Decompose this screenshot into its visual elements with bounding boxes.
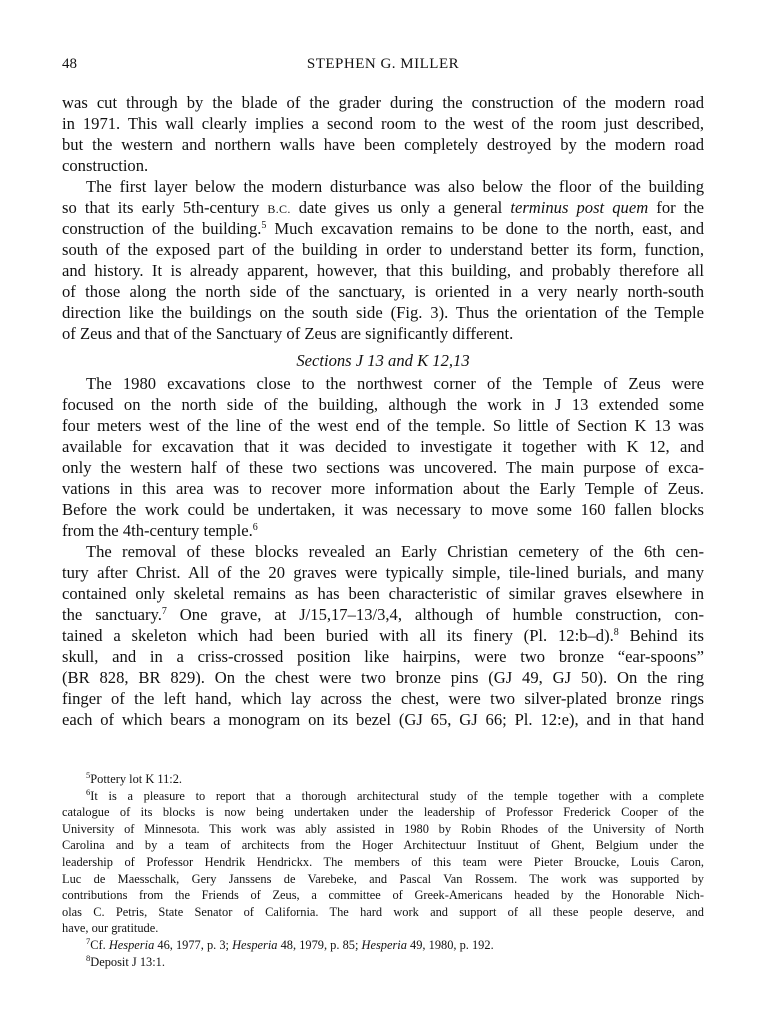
text-line: and history. It is already apparent, however, that this building, and probably therefore all: [62, 261, 704, 280]
footnote-6: [62, 788, 704, 805]
page-number: 48: [62, 56, 77, 72]
text-line: Before the work could be undertaken, it was necessary to move some 160 fallen blocks: [62, 500, 704, 519]
footnote-mark: 6: [86, 786, 91, 797]
footnote-ref[interactable]: 6: [252, 522, 258, 533]
footnote-line: olas C. Petris, State Senator of California. The hard work and support of all these people deserve, and: [62, 904, 704, 919]
text-line: four meters west of the line of the west end of the temple. So little of Section K 13 was: [62, 416, 704, 435]
paragraph-4: [62, 541, 704, 730]
footnote-7: [62, 937, 704, 954]
running-head: STEPHEN G. MILLER: [306, 56, 460, 72]
journal-title: Hesperia: [361, 937, 407, 952]
footnote-ref[interactable]: 7: [161, 606, 167, 617]
footnote-text: Cf.: [90, 937, 109, 952]
footnote-mark: 8: [86, 952, 91, 963]
section-heading: Sections J 13 and K 12,13: [296, 351, 470, 370]
text-line: (BR 828, BR 829). On the chest were two bronze pins (GJ 49, GJ 50). On the ring: [62, 668, 704, 687]
page-header: [62, 56, 704, 78]
text-run: date gives us only a general: [290, 198, 511, 217]
text-line: finger of the left hand, which lay across the chest, were two silver-plated bronze rings: [62, 689, 704, 708]
footnote-text: 48, 1979, p. 85;: [277, 937, 362, 952]
text-line: [62, 625, 704, 646]
footnote-ref[interactable]: 8: [613, 627, 619, 638]
footnote-line: Carolina and by a team of architects from the Hoger Architectuur Instituut of Ghent, Belgium under the: [62, 838, 704, 853]
text-line: of those along the north side of the sanctuary, is oriented in a very nearly north-south: [62, 282, 704, 301]
text-line: [62, 520, 704, 541]
text-line: south of the exposed part of the building in order to understand better its form, function,: [62, 240, 704, 259]
footnote-mark: 5: [86, 770, 91, 780]
text-run: from the 4th-century temple.: [62, 521, 253, 540]
text-line: only the western half of these two sections was uncovered. The main purpose of exca-: [62, 458, 704, 477]
footnote-mark: 7: [86, 935, 91, 946]
footnote-8: [62, 954, 704, 971]
text-line: [62, 604, 704, 625]
text-line: skull, and in a criss-crossed position like hairpins, were two bronze “ear-spoons”: [62, 647, 704, 666]
text-line: The first layer below the modern disturbance was also below the floor of the building: [86, 177, 704, 196]
text-line: in 1971. This wall clearly implies a second room to the west of the room just described,: [62, 114, 704, 133]
footnotes: [62, 771, 704, 970]
text-line: construction.: [62, 156, 149, 175]
text-line: [62, 197, 704, 218]
footnote-text: 46, 1977, p. 3;: [154, 937, 233, 952]
latin-term: terminus post quem: [510, 198, 649, 217]
text-line: direction like the buildings on the south side (Fig. 3). Thus the orientation of the Temple: [62, 303, 704, 322]
text-line: but the western and northern walls have been completely destroyed by the modern road: [62, 135, 704, 154]
text-run: Behind its: [618, 626, 704, 645]
text-run: the sanctuary.: [62, 605, 162, 624]
text-line: of Zeus and that of the Sanctuary of Zeus are significantly different.: [62, 324, 514, 343]
text-run: tained a skeleton which had been buried with all its finery (Pl. 12:b–d).: [62, 626, 614, 645]
text-run: Much excavation remains to be done to the north, east, and: [266, 219, 704, 238]
journal-title: Hesperia: [108, 937, 155, 952]
text-run: construction of the building.: [62, 219, 262, 238]
footnote-line: leadership of Professor Hendrik Hendrickx. The members of this team were Pieter Broucke, Louis Caron,: [62, 854, 704, 869]
body-text: [62, 92, 704, 730]
journal-title: Hesperia: [232, 937, 278, 952]
footnote-line: Luc de Maesschalk, Gery Janssens de Varebeke, and Pascal Van Rossem. The work was supported by: [62, 871, 704, 886]
text-line: was cut through by the blade of the grader during the construction of the modern road: [62, 93, 704, 112]
text-line: each of which bears a monogram on its bezel (GJ 65, GJ 66; Pl. 12:e), and in that hand: [62, 710, 704, 729]
text-run: for the: [648, 198, 704, 217]
footnote-line: catalogue of its blocks is now being undertaken under the leadership of Professor Frederick Cooper of the: [62, 805, 704, 820]
paragraph-2: [62, 176, 704, 344]
footnote-text: It is a pleasure to report that a thorough architectural study of the temple together with a complete: [90, 788, 704, 803]
footnote-line: University of Minnesota. This work was ably assisted in 1980 by Robin Rhodes of the University of North: [62, 821, 704, 836]
footnote-text: 49, 1980, p. 192.: [406, 937, 494, 952]
footnote-ref[interactable]: 5: [261, 220, 267, 231]
text-line: contained only skeletal remains as has been characteristic of similar graves elsewhere in: [62, 584, 704, 603]
text-line: The removal of these blocks revealed an Early Christian cemetery of the 6th cen-: [86, 542, 704, 561]
text-line: available for excavation that it was decided to investigate it together with K 12, and: [62, 437, 704, 456]
text-run: so that its early 5th-century: [62, 198, 268, 217]
footnote-text: Deposit J 13:1.: [90, 954, 165, 969]
small-caps-era: B.C.: [267, 202, 291, 216]
text-line: focused on the north side of the building, although the work in J 13 extended some: [62, 395, 704, 414]
footnote-line: have, our gratitude.: [62, 921, 159, 936]
footnote-line: contributions from the Friends of Zeus, a committee of Greek-Americans headed by the Honorable Nich-: [62, 888, 704, 903]
paragraph-1: [62, 92, 704, 176]
text-line: vations in this area was to recover more information about the Early Temple of Zeus.: [62, 479, 704, 498]
text-run: One grave, at J/15,17–13/3,4, although of humble construction, con-: [166, 605, 704, 624]
footnote-text: Pottery lot K 11:2.: [90, 772, 183, 786]
text-line: [62, 218, 704, 239]
footnote-5: [62, 771, 704, 788]
paragraph-3: [62, 373, 704, 541]
text-line: The 1980 excavations close to the northwest corner of the Temple of Zeus were: [86, 374, 704, 393]
text-line: tury after Christ. All of the 20 graves were typically simple, tile-lined burials, and many: [62, 563, 704, 582]
